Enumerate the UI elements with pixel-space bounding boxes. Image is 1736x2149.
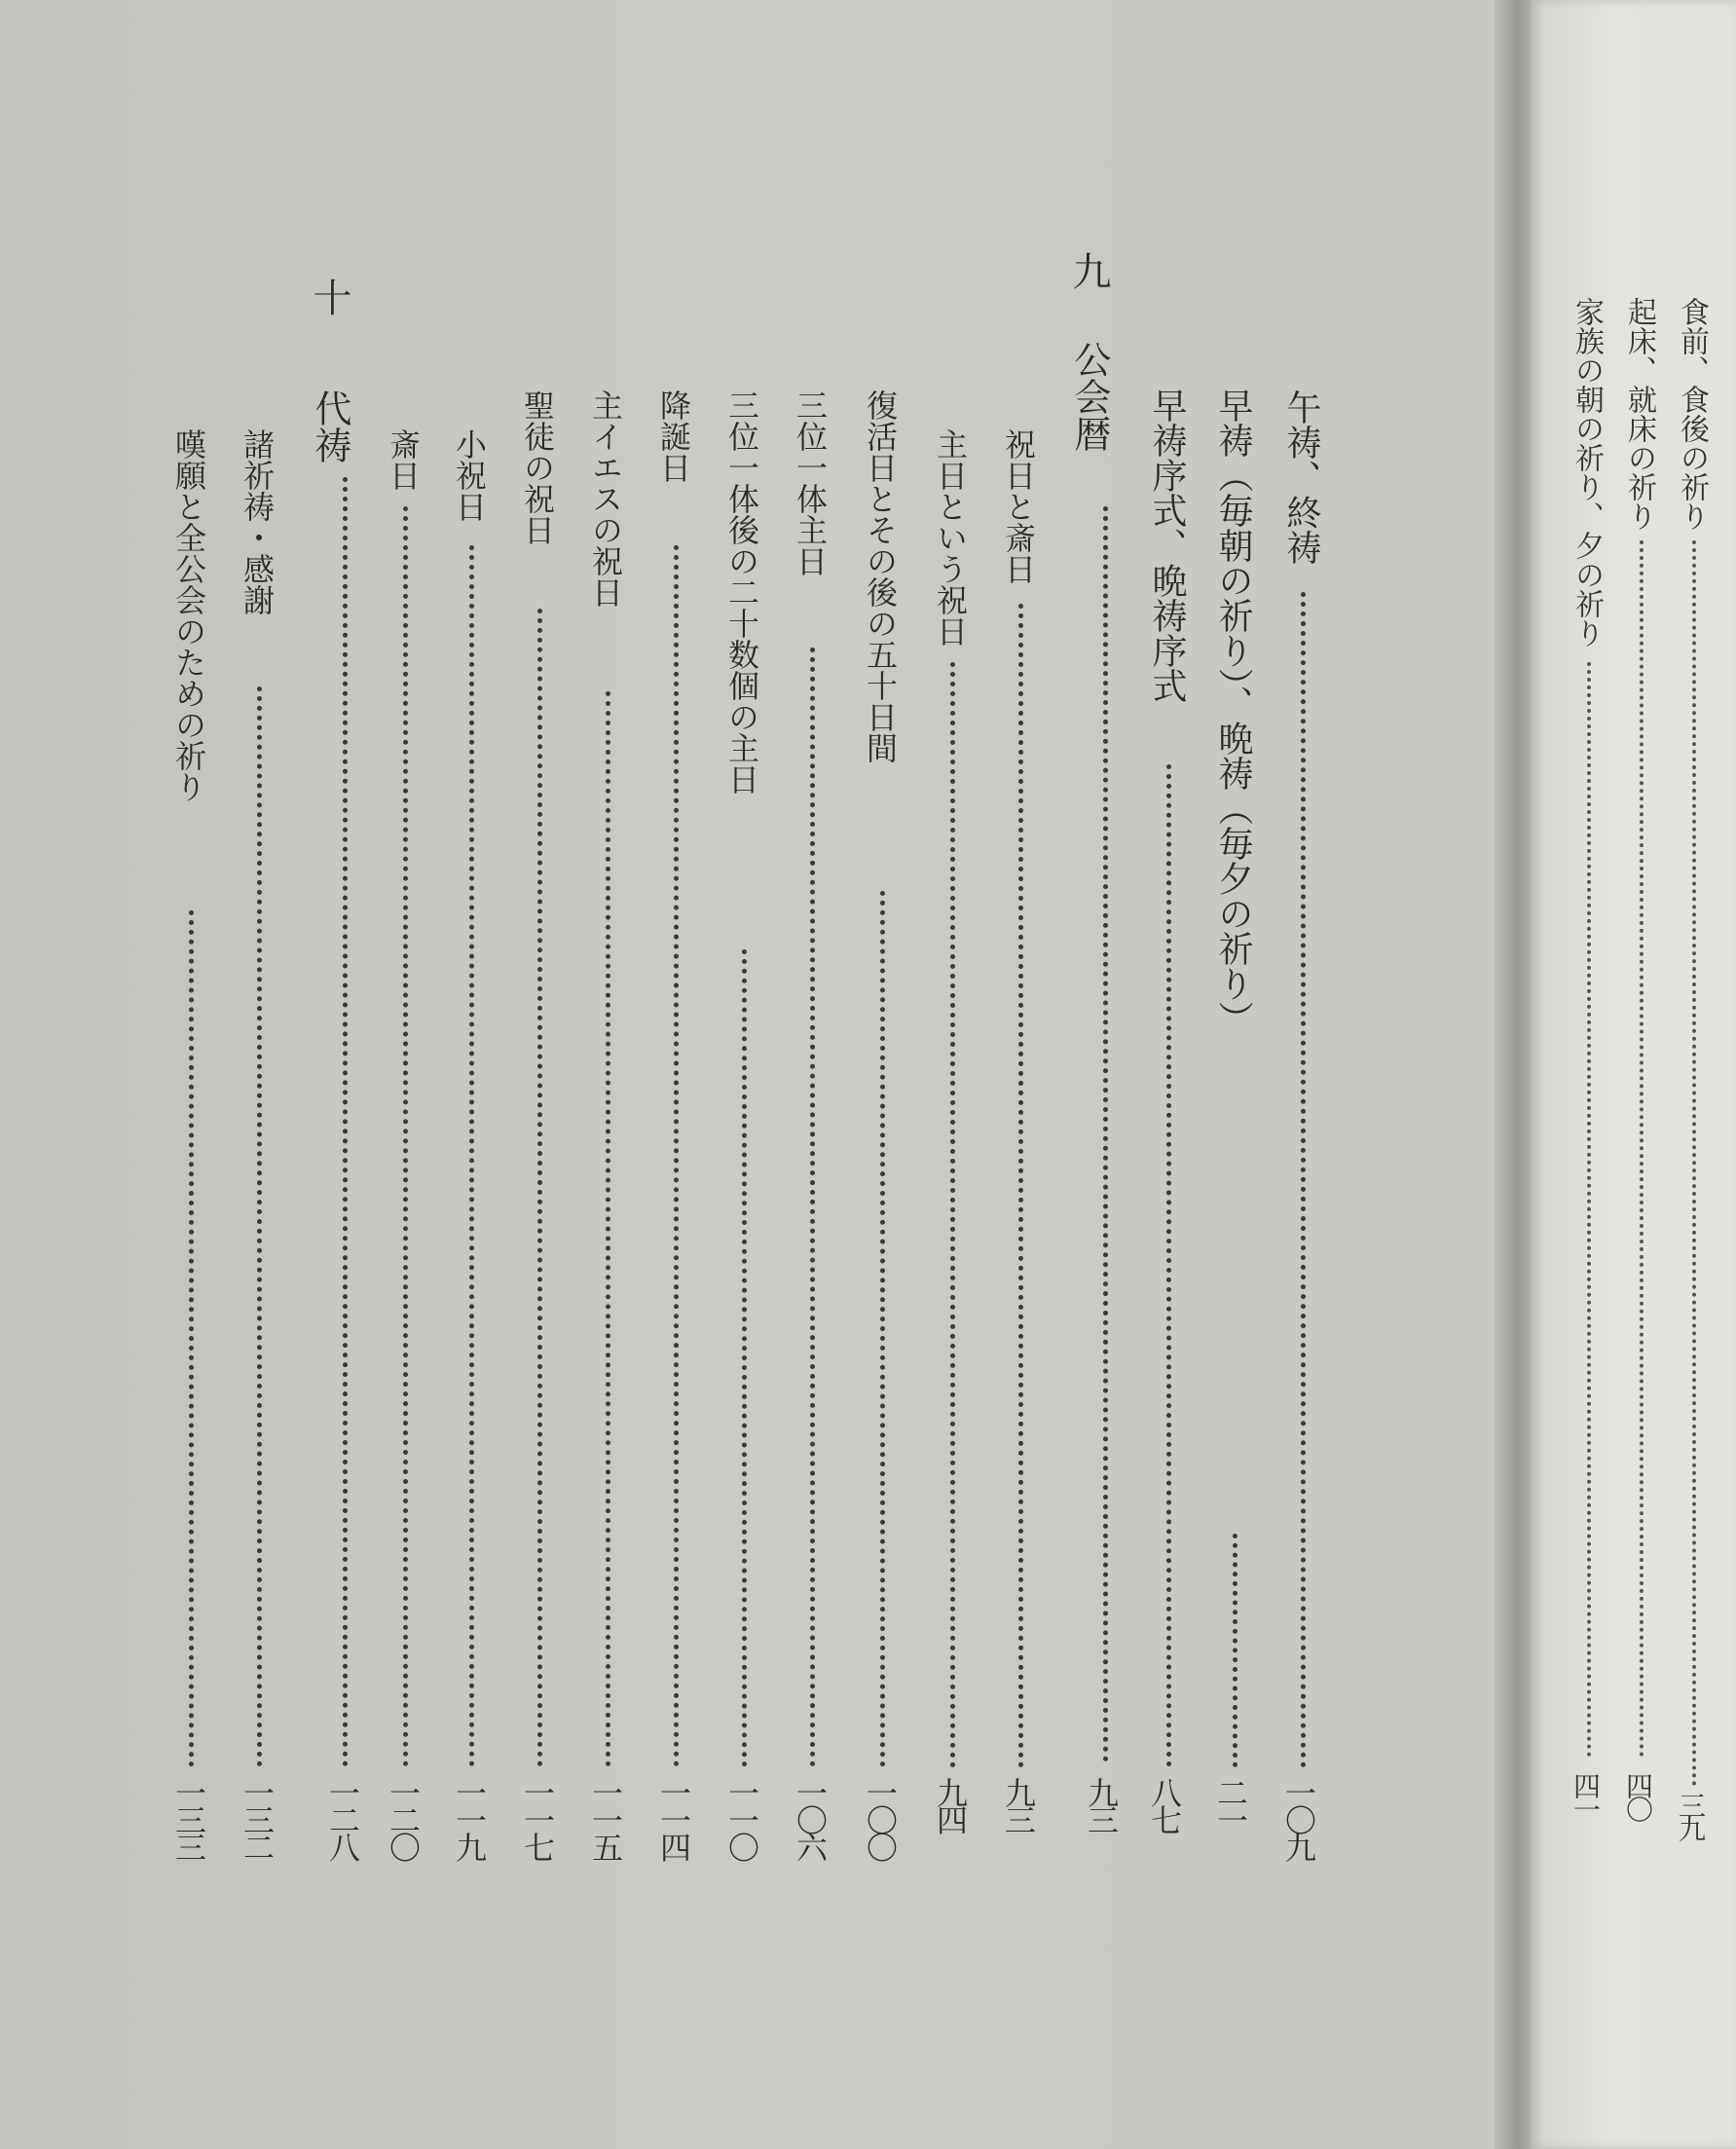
toc-page-number: 一二〇 — [385, 1777, 422, 1859]
toc-entry: 諸祈祷・感謝 — [239, 428, 276, 615]
toc-entry: 主日という祝日 — [932, 428, 969, 647]
toc-entry: 早祷序式、晩祷序式 — [1147, 388, 1187, 703]
toc-leader — [1166, 764, 1171, 1767]
toc-page-number: 一二八 — [324, 1777, 361, 1859]
toc-entry: 起床、就床の祈り — [1622, 297, 1656, 531]
toc-page-number: 二一 — [1212, 1777, 1249, 1832]
toc-entry: 嘆願と全公会のための祈り — [170, 428, 207, 802]
toc-entry: 食前、食後の祈り — [1675, 297, 1709, 531]
toc-entry: 降誕日 — [655, 389, 692, 483]
toc-page-number: 四〇 — [1622, 1772, 1654, 1819]
toc-entry: 午祷、終祷 — [1281, 389, 1321, 565]
book-gutter — [1495, 0, 1533, 2149]
toc-leader — [537, 609, 542, 1767]
toc-leader — [1018, 604, 1023, 1768]
toc-entry: 復活日とその後の五十日間 — [862, 389, 899, 763]
toc-page-number: 一三二 — [239, 1777, 276, 1859]
toc-leader — [189, 910, 194, 1767]
toc-leader — [469, 545, 474, 1767]
toc-entry: 三位一体主日 — [792, 389, 829, 576]
toc-leader — [343, 477, 348, 1767]
toc-leader — [880, 891, 885, 1767]
toc-page-number: 一〇九 — [1280, 1777, 1317, 1859]
toc-page-number: 三九 — [1675, 1792, 1707, 1838]
toc-entry: 祝日と斎日 — [1000, 428, 1037, 584]
toc-page-number: 九三 — [1000, 1777, 1037, 1832]
chapter-10-number: 十 — [307, 278, 351, 316]
toc-leader — [606, 691, 610, 1767]
toc-page-number: 一一四 — [655, 1777, 692, 1859]
toc-leader — [1692, 540, 1696, 1787]
toc-page-number: 九四 — [932, 1777, 969, 1832]
toc-entry: 小祝日 — [451, 428, 488, 522]
toc-page-number: 一一五 — [587, 1777, 624, 1859]
chapter-9-number: 九 — [1066, 251, 1111, 290]
toc-page-number: 九三 — [1083, 1777, 1120, 1832]
toc-leader — [1587, 662, 1591, 1758]
toc-page-number: 一〇〇 — [862, 1777, 899, 1859]
toc-leader — [1103, 506, 1108, 1762]
toc-page-number: 一〇六 — [792, 1777, 829, 1859]
toc-leader — [403, 506, 408, 1767]
toc-entry: 聖徒の祝日 — [519, 389, 556, 545]
toc-page-number: 四一 — [1570, 1772, 1602, 1819]
chapter-9-title: 公会暦 — [1067, 341, 1111, 452]
chapter-10-title: 代祷 — [308, 389, 351, 463]
toc-page-number: 一一九 — [451, 1777, 488, 1859]
toc-leader — [1301, 592, 1306, 1768]
toc-leader — [742, 949, 747, 1767]
toc-leader — [1233, 1534, 1237, 1767]
toc-leader — [674, 545, 679, 1767]
toc-leader — [810, 648, 815, 1767]
toc-leader — [950, 662, 955, 1768]
toc-entry: 家族の朝の祈り、夕の祈り — [1570, 297, 1604, 648]
toc-entry: 斎日 — [385, 428, 422, 491]
toc-entry: 主イエスの祝日 — [587, 389, 624, 608]
toc-leader — [1640, 540, 1644, 1758]
right-page — [1531, 0, 1736, 2149]
toc-page-number: 八七 — [1146, 1777, 1183, 1832]
toc-entry: 早祷（毎朝の祈り）、晩祷（毎夕の祈り） — [1213, 388, 1253, 1036]
toc-leader — [257, 686, 262, 1767]
toc-page-number: 一三三 — [170, 1777, 207, 1859]
toc-page-number: 一一〇 — [723, 1777, 760, 1859]
toc-page-number: 一一七 — [519, 1777, 556, 1859]
toc-entry: 三位一体後の二十数個の主日 — [723, 389, 760, 795]
